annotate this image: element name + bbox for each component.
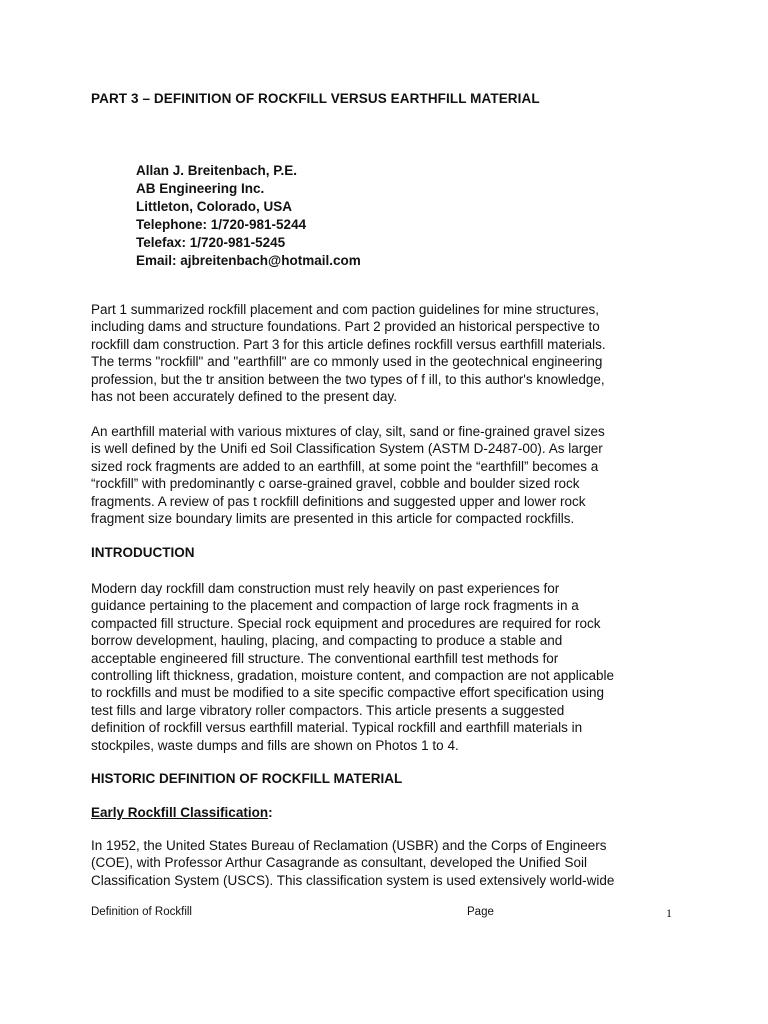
subheading-colon: : — [268, 805, 273, 820]
text-line: compacted fill structure. Special rock equipment and procedures are required for rock — [91, 615, 601, 631]
text-line: fragments. A review of pas t rockfill definitions and suggested upper and lower rock — [91, 493, 586, 509]
early-classification-subheading-text: Early Rockfill Classification — [91, 805, 269, 820]
footer-title: Definition of Rockfill — [91, 906, 192, 918]
text-line: including dams and structure foundations. Part 2 provided an historical perspective to — [91, 319, 600, 335]
text-line: The terms "rockfill" and "earthfill" are co mmonly used in the geotechnical engineering — [91, 354, 603, 370]
text-line: guidance pertaining to the placement and compaction of large rock fragments in a — [91, 598, 579, 614]
author-location: Littleton, Colorado, USA — [136, 198, 292, 214]
text-line: (COE), with Professor Arthur Casagrande as consultant, developed the Unified Soil — [91, 855, 588, 871]
author-name: Allan J. Breitenbach, P.E. — [136, 163, 298, 178]
footer-page-label: Page — [467, 906, 494, 918]
introduction-paragraph — [91, 580, 681, 754]
introduction-heading: INTRODUCTION — [91, 545, 195, 560]
text-line: to rockfills and must be modified to a site specific compactive effort specification using — [91, 685, 604, 701]
text-line: acceptable engineered fill structure. The conventional earthfill test methods for — [91, 650, 559, 666]
text-line: stockpiles, waste dumps and fills are shown on Photos 1 to 4. — [91, 737, 459, 753]
text-line: test fills and large vibratory roller compactors. This article presents a suggested — [91, 702, 565, 718]
text-line: Part 1 summarized rockfill placement and com paction guidelines for mine structures, — [91, 302, 599, 317]
historic-heading: HISTORIC DEFINITION OF ROCKFILL MATERIAL — [91, 771, 403, 786]
author-company: AB Engineering Inc. — [136, 180, 265, 196]
author-telephone: Telephone: 1/720-981-5244 — [136, 216, 307, 232]
text-line: controlling lift thickness, gradation, moisture content, and compaction are not applicable — [91, 668, 615, 684]
text-line: is well defined by the Unifi ed Soil Classification System (ASTM D-2487-00). As larger — [91, 441, 603, 457]
text-line: sized rock fragments are added to an earthfill, at some point the “earthfill” becomes a — [91, 458, 599, 474]
early-paragraph — [91, 837, 681, 889]
intro-paragraph-1 — [91, 301, 681, 405]
text-line: rockfill dam construction. Part 3 for this article defines rockfill versus earthfill materials. — [91, 336, 606, 352]
text-line: Modern day rockfill dam construction must rely heavily on past experiences for — [91, 581, 560, 596]
author-email: Email: ajbreitenbach@hotmail.com — [136, 252, 361, 268]
text-line: definition of rockfill versus earthfill material. Typical rockfill and earthfill materials in — [91, 720, 583, 736]
text-line: In 1952, the United States Bureau of Reclamation (USBR) and the Corps of Engineers — [91, 838, 607, 853]
text-line: has not been accurately defined to the present day. — [91, 389, 397, 405]
text-line: borrow development, hauling, placing, and compacting to produce a stable and — [91, 633, 563, 649]
text-line: An earthfill material with various mixtures of clay, silt, sand or fine-grained gravel sizes — [91, 424, 605, 439]
text-line: fragment size boundary limits are presented in this article for compacted rockfills. — [91, 511, 575, 527]
early-classification-subheading — [91, 805, 273, 820]
footer-page-number: 1 — [666, 906, 672, 920]
text-line: Classification System (USCS). This classification system is used extensively world-wide — [91, 872, 615, 888]
text-line: “rockfill” with predominantly c oarse-grained gravel, cobble and boulder sized rock — [91, 476, 580, 492]
author-block — [136, 162, 361, 269]
author-telefax: Telefax: 1/720-981-5245 — [136, 234, 286, 250]
text-line: profession, but the tr ansition between the two types of f ill, to this author's knowledge, — [91, 371, 605, 387]
part-title: PART 3 – DEFINITION OF ROCKFILL VERSUS EARTHFILL MATERIAL — [91, 91, 540, 106]
intro-paragraph-2 — [91, 423, 681, 527]
